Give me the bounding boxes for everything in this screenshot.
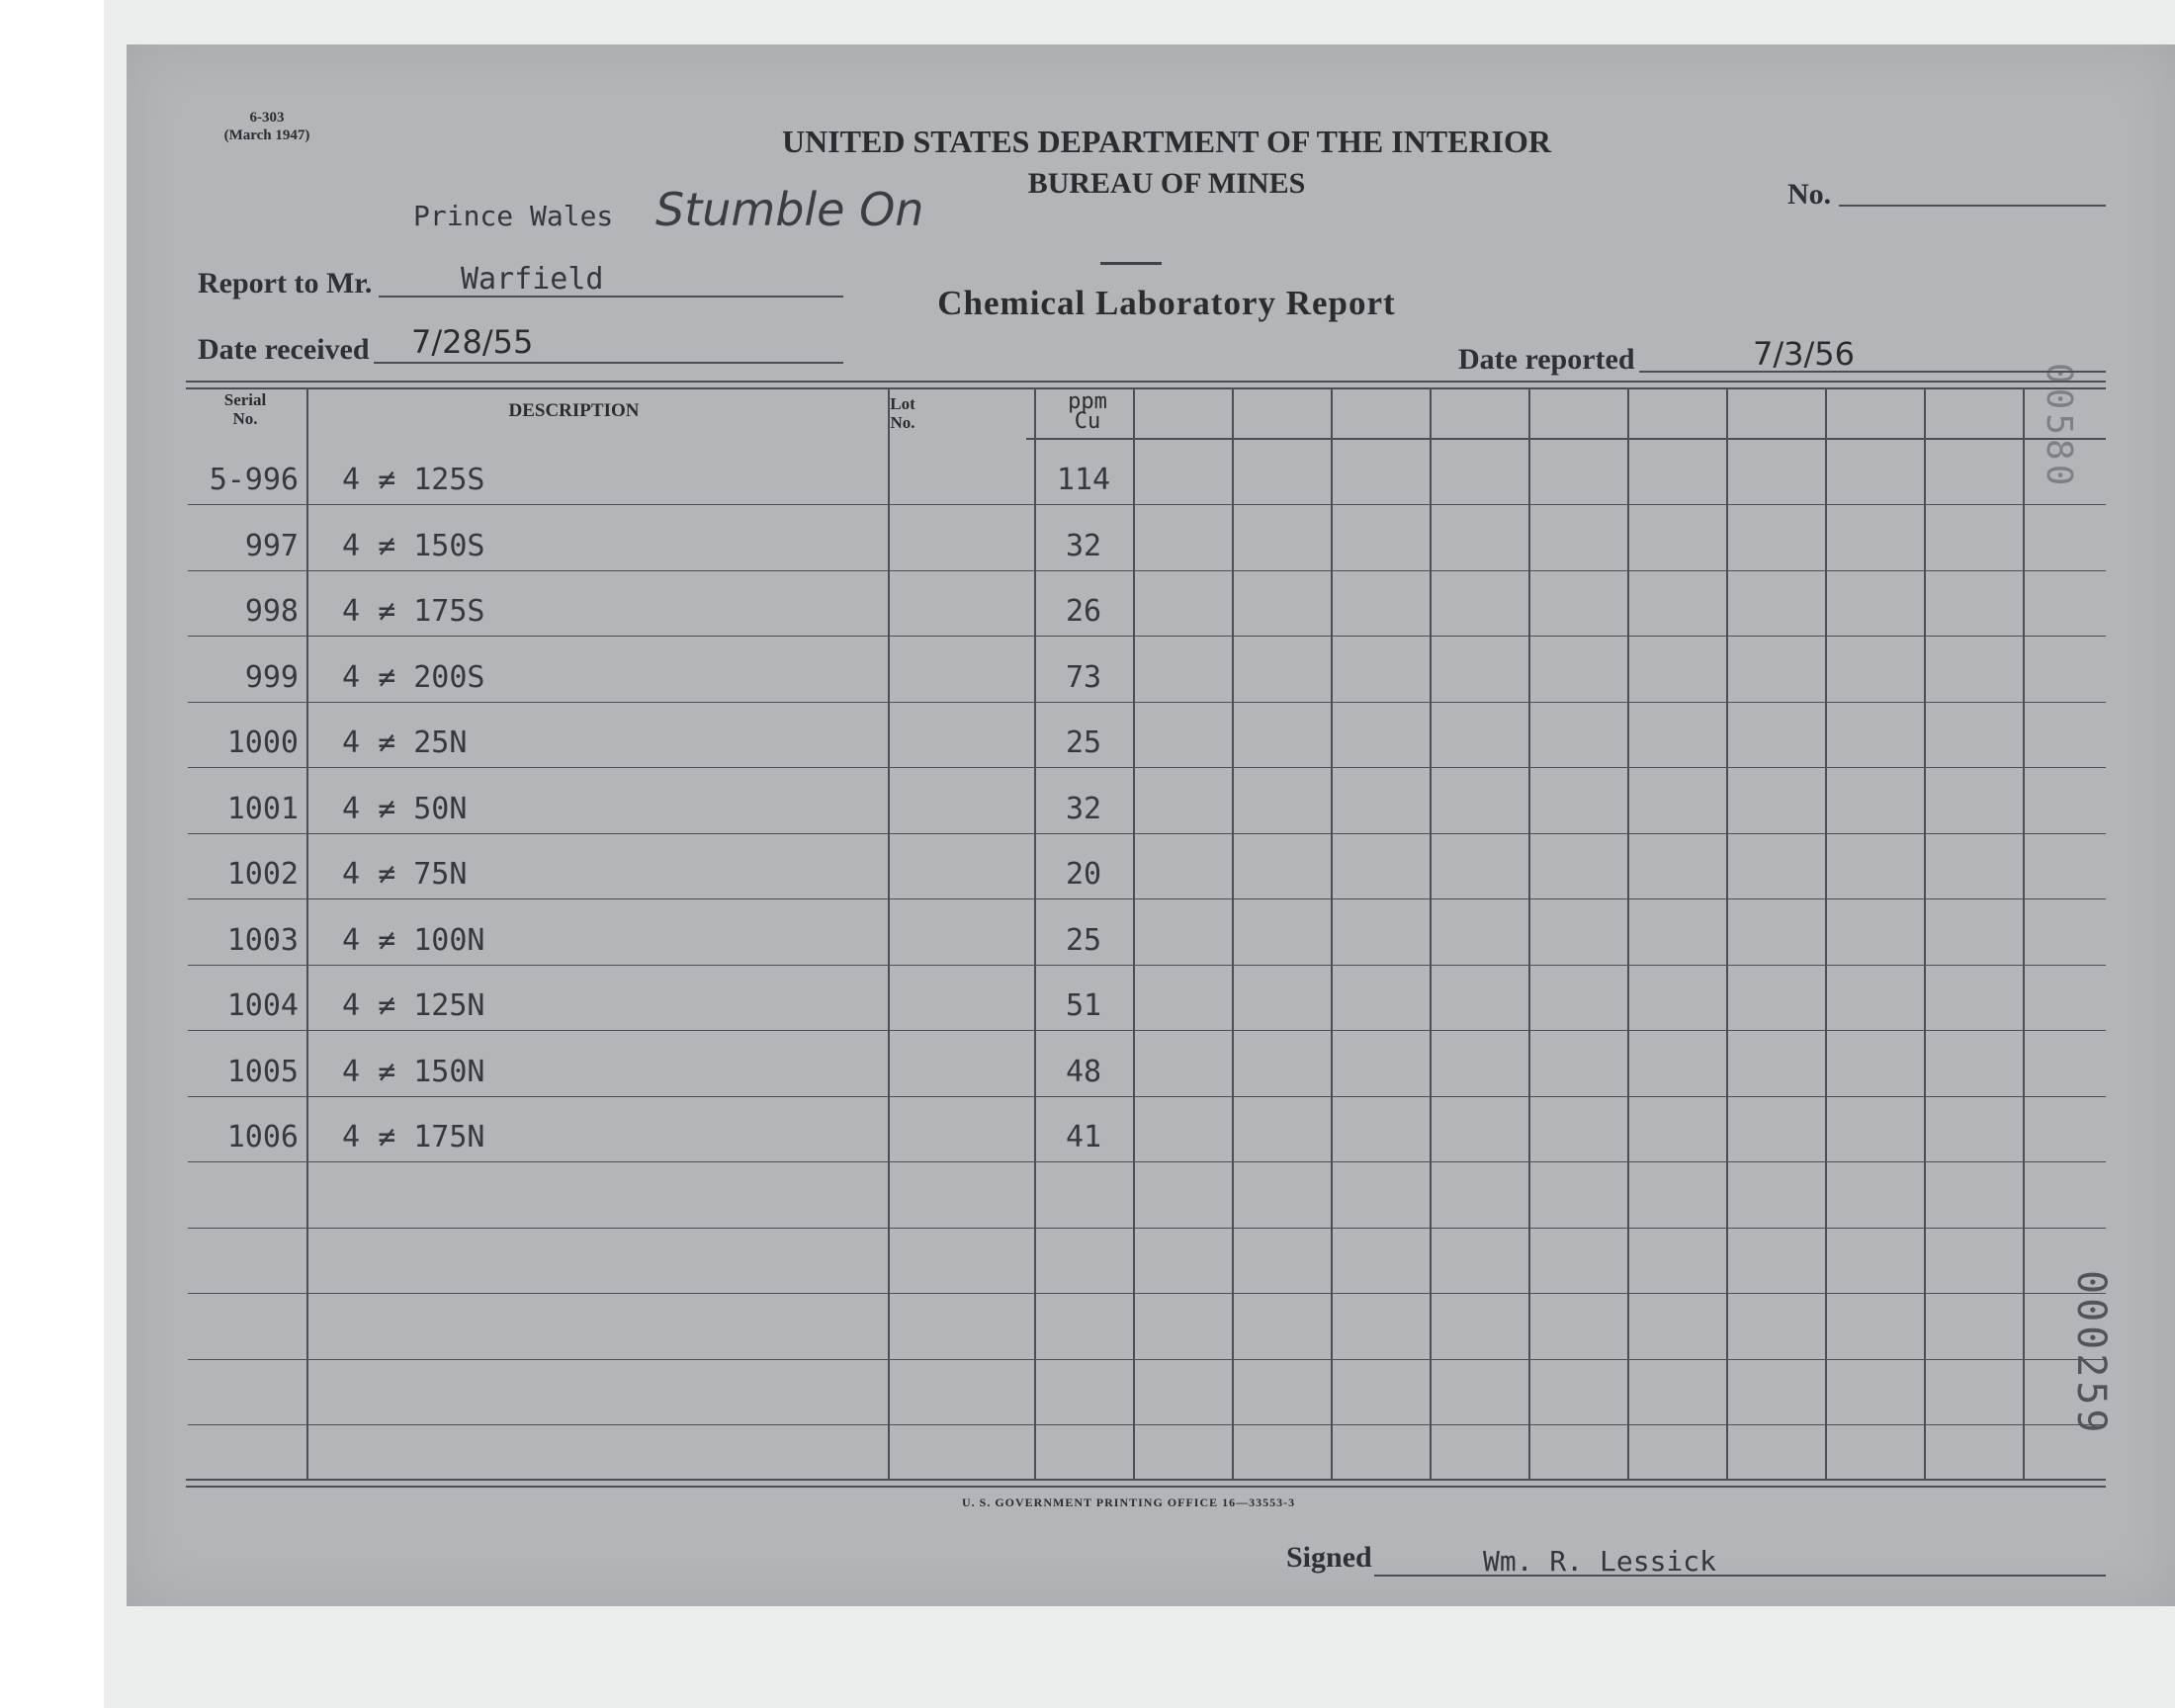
- date-reported-label: Date reported: [1458, 343, 1635, 376]
- row-divider: [188, 767, 2106, 768]
- description-cell: 4 ≠ 200S: [342, 659, 485, 695]
- column-divider: [1034, 388, 1036, 1480]
- row-divider: [188, 898, 2106, 899]
- table-top-border-inner: [186, 387, 2106, 389]
- form-number: 6-303: [249, 110, 285, 126]
- row-divider: [188, 1424, 2106, 1425]
- column-divider: [1726, 388, 1728, 1480]
- serial-cell: 998: [244, 594, 299, 629]
- table-bottom-border: [186, 1479, 2106, 1481]
- description-cell: 4 ≠ 50N: [342, 791, 468, 826]
- department-title: UNITED STATES DEPARTMENT OF THE INTERIOR: [782, 124, 1551, 159]
- description-cell: 4 ≠ 150N: [342, 1054, 485, 1089]
- serial-cell: 1006: [226, 1120, 299, 1154]
- column-divider: [1133, 388, 1135, 1480]
- row-divider: [188, 965, 2106, 966]
- serial-cell: 1004: [226, 988, 299, 1023]
- scan-margin: [0, 0, 104, 1708]
- header-underline-right: [1026, 438, 2106, 440]
- report-number-label: No.: [1787, 178, 1832, 211]
- serial-cell: 997: [244, 528, 299, 563]
- col-header-cu: Cu: [1074, 409, 1101, 434]
- column-divider: [1528, 388, 1530, 1480]
- date-received-value: 7/28/55: [411, 323, 534, 361]
- description-cell: 4 ≠ 100N: [342, 922, 485, 958]
- row-divider: [188, 833, 2106, 834]
- row-divider: [188, 504, 2106, 505]
- col-header-lot-line1: Lot: [890, 394, 915, 413]
- signed-value: Wm. R. Lessick: [1483, 1545, 1717, 1578]
- row-divider: [188, 1228, 2106, 1229]
- table-top-border: [186, 381, 2106, 383]
- description-cell: 4 ≠ 75N: [342, 857, 468, 892]
- col-header-lot-line2: No.: [890, 413, 915, 432]
- ppm-cu-cell: 26: [1065, 594, 1102, 629]
- column-divider: [2023, 388, 2025, 1480]
- description-cell: 4 ≠ 125N: [342, 988, 485, 1023]
- report-to-value: Warfield: [461, 262, 604, 297]
- date-received-label: Date received: [198, 333, 370, 366]
- row-divider: [188, 1359, 2106, 1360]
- report-to-line: [379, 296, 843, 298]
- date-reported-line: [1639, 371, 2106, 373]
- column-divider: [306, 388, 308, 1480]
- date-reported-value: 7/3/56: [1753, 335, 1855, 373]
- serial-cell: 1003: [226, 922, 299, 958]
- serial-cell: 1005: [226, 1054, 299, 1089]
- description-cell: 4 ≠ 175N: [342, 1120, 485, 1154]
- description-cell: 4 ≠ 150S: [342, 528, 485, 563]
- row-divider: [188, 1030, 2106, 1031]
- report-number-line: [1839, 205, 2106, 207]
- row-divider: [188, 636, 2106, 637]
- form-edition: (March 1947): [223, 128, 310, 143]
- serial-cell: 5-996: [209, 463, 299, 497]
- col-header-ppm-cu: [1058, 389, 1117, 434]
- lab-report-sheet: [127, 44, 2175, 1606]
- ppm-cu-cell: 25: [1065, 726, 1102, 760]
- column-divider: [1627, 388, 1629, 1480]
- title-divider: [1100, 262, 1162, 265]
- date-received-line: [374, 362, 843, 364]
- description-cell: 4 ≠ 125S: [342, 463, 485, 497]
- serial-cell: 999: [244, 659, 299, 695]
- signed-label: Signed: [1286, 1541, 1372, 1574]
- archive-stamp-top: 00580: [2039, 363, 2079, 490]
- ppm-cu-cell: 51: [1065, 988, 1102, 1023]
- description-cell: 4 ≠ 175S: [342, 594, 485, 629]
- row-divider: [188, 1096, 2106, 1097]
- column-divider: [1924, 388, 1926, 1480]
- ppm-cu-cell: 48: [1065, 1054, 1102, 1089]
- printer-imprint: U. S. GOVERNMENT PRINTING OFFICE 16—33553-3: [962, 1495, 1296, 1509]
- table-bottom-border-inner: [186, 1486, 2106, 1488]
- row-divider: [188, 1293, 2106, 1294]
- ppm-cu-cell: 73: [1065, 659, 1102, 695]
- ppm-cu-cell: 25: [1065, 922, 1102, 958]
- description-cell: 4 ≠ 25N: [342, 726, 468, 760]
- location-handwritten: Stumble On: [655, 183, 924, 236]
- row-divider: [188, 570, 2106, 571]
- bureau-title: BUREAU OF MINES: [1027, 167, 1306, 200]
- col-header-description: DESCRIPTION: [508, 400, 640, 421]
- ppm-cu-cell: 114: [1056, 463, 1111, 497]
- serial-cell: 1000: [226, 726, 299, 760]
- col-header-lot: [853, 394, 952, 432]
- row-divider: [188, 1161, 2106, 1162]
- column-divider: [1430, 388, 1432, 1480]
- serial-cell: 1002: [226, 857, 299, 892]
- report-title: Chemical Laboratory Report: [937, 284, 1396, 322]
- column-divider: [1331, 388, 1333, 1480]
- col-header-serial: [196, 390, 295, 428]
- location-typed: Prince Wales: [413, 200, 614, 232]
- ppm-cu-cell: 32: [1065, 528, 1102, 563]
- archive-stamp-bottom: 000259: [2068, 1270, 2114, 1437]
- column-divider: [1825, 388, 1827, 1480]
- col-header-ppm: ppm: [1068, 389, 1107, 414]
- column-divider: [888, 388, 890, 1480]
- col-header-serial-line1: Serial: [223, 390, 267, 409]
- ppm-cu-cell: 20: [1065, 857, 1102, 892]
- column-divider: [1232, 388, 1234, 1480]
- report-to-label: Report to Mr.: [198, 267, 373, 299]
- row-divider: [188, 702, 2106, 703]
- ppm-cu-cell: 32: [1065, 791, 1102, 826]
- ppm-cu-cell: 41: [1065, 1120, 1102, 1154]
- serial-cell: 1001: [226, 791, 299, 826]
- col-header-serial-line2: No.: [232, 409, 258, 428]
